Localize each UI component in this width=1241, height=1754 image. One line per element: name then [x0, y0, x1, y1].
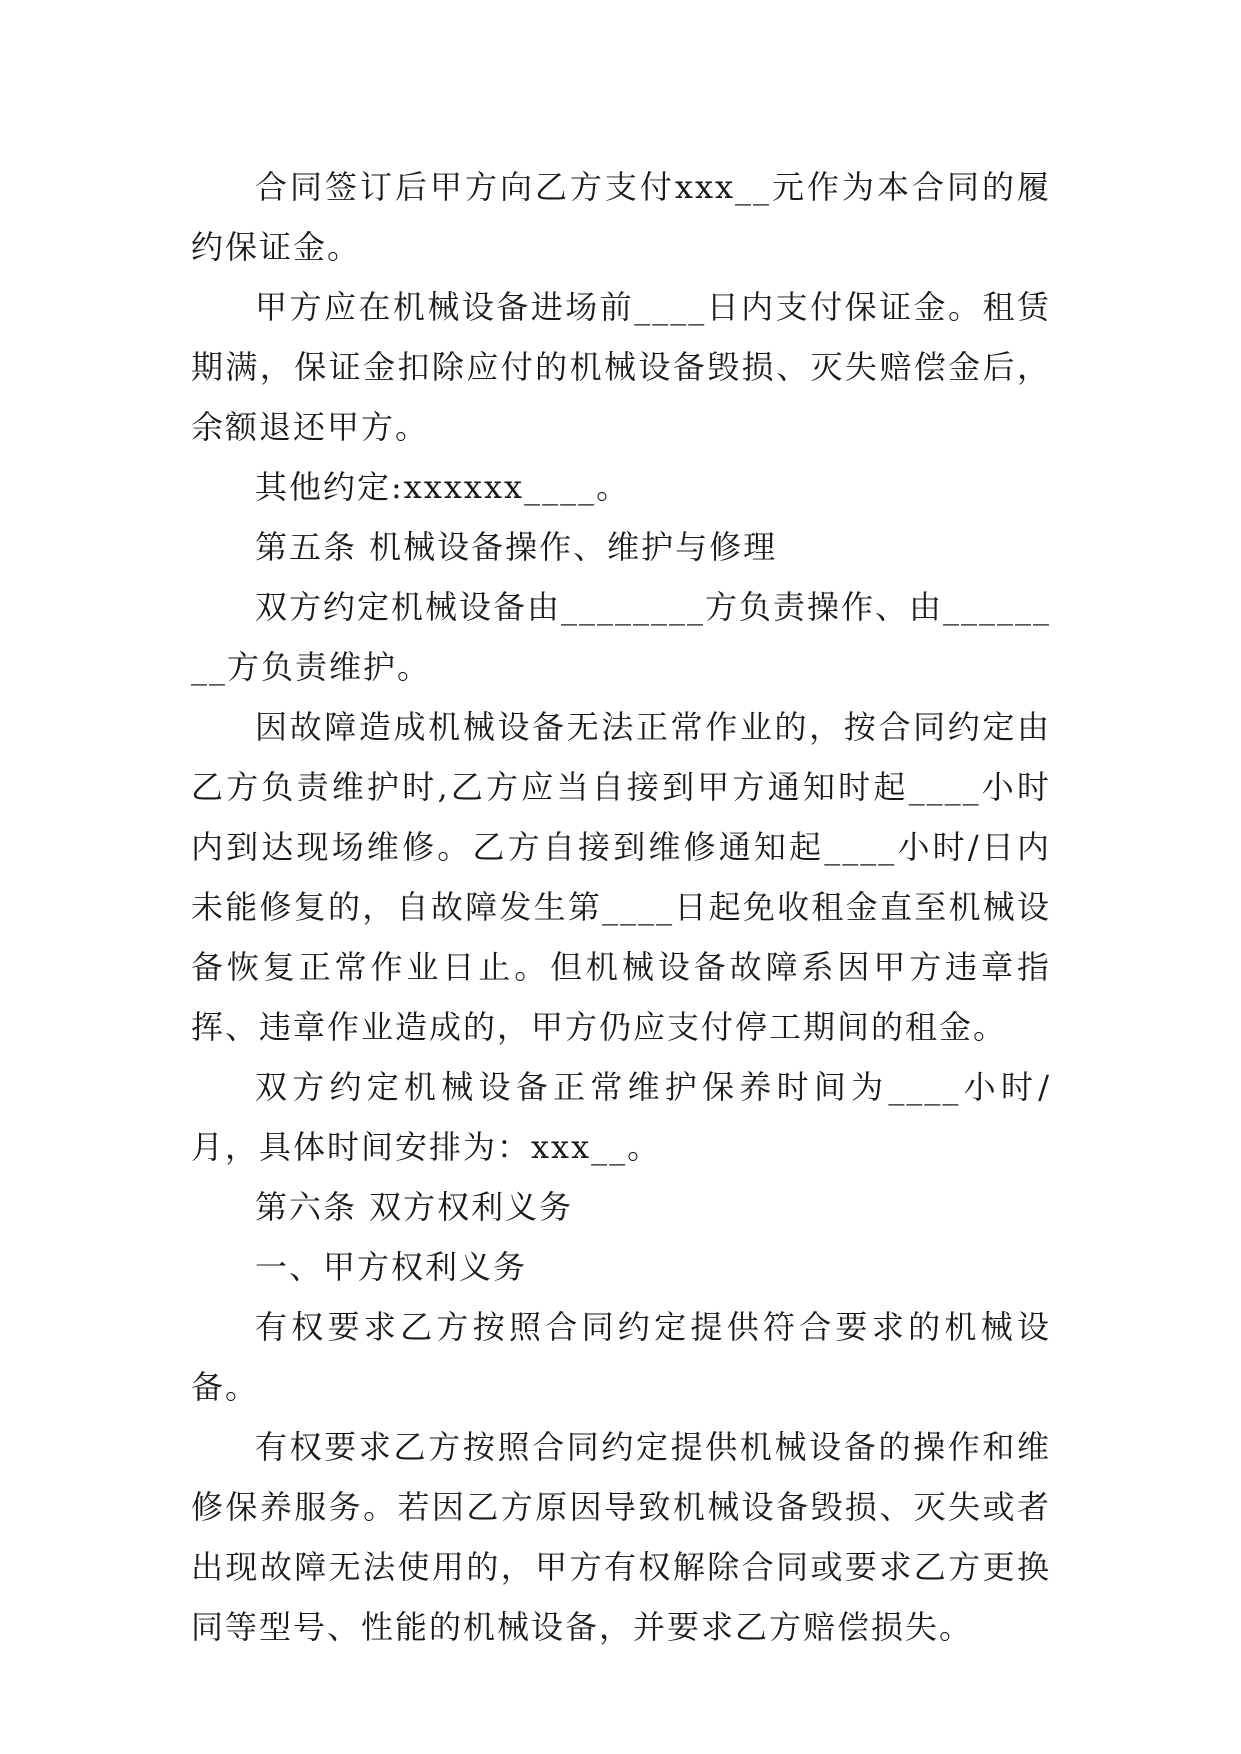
- paragraph-other-terms: 其他约定:xxxxxx____。: [255, 468, 631, 506]
- paragraph-maintenance-schedule: 双方约定机械设备正常维护保养时间为____小时/月，具体时间安排为：xxx__。: [191, 1068, 1051, 1166]
- paragraph-party-a-right-service: 有权要求乙方按照合同约定提供机械设备的操作和维修保养服务。若因乙方原因导致机械设备毁损、灭失或者出现故障无法使用的，甲方有权解除合同或要求乙方更换同等型号、性能的机械设备，并要求乙方赔偿损失。: [191, 1428, 1051, 1646]
- section-party-a-heading: 一、甲方权利义务: [255, 1248, 528, 1286]
- paragraph-operation-responsibility: 双方约定机械设备由________方负责操作、由________方负责维护。: [191, 588, 1052, 686]
- paragraph-deposit-payment: 合同签订后甲方向乙方支付xxx__元作为本合同的履约保证金。: [191, 168, 1051, 266]
- paragraph-deposit-terms: 甲方应在机械设备进场前____日内支付保证金。租赁期满，保证金扣除应付的机械设备毁损、灭失赔偿金后，余额退还甲方。: [191, 288, 1051, 446]
- paragraph-fault-repair: 因故障造成机械设备无法正常作业的，按合同约定由乙方负责维护时,乙方应当自接到甲方通知时起____小时内到达现场维修。乙方自接到维修通知起____小时/日内未能修复的，自故障发生第____日起免收租金直至机械设备恢复正常作业日止。但机械设备故障系因甲方违章指挥、违章作业造成的，甲方仍应支付停工期间的租金。: [191, 708, 1051, 1046]
- article-six-heading: 第六条 双方权利义务: [255, 1188, 574, 1226]
- paragraph-party-a-right-equipment: 有权要求乙方按照合同约定提供符合要求的机械设备。: [191, 1308, 1051, 1406]
- document-body: [191, 157, 1051, 1657]
- article-five-heading: 第五条 机械设备操作、维护与修理: [255, 528, 778, 566]
